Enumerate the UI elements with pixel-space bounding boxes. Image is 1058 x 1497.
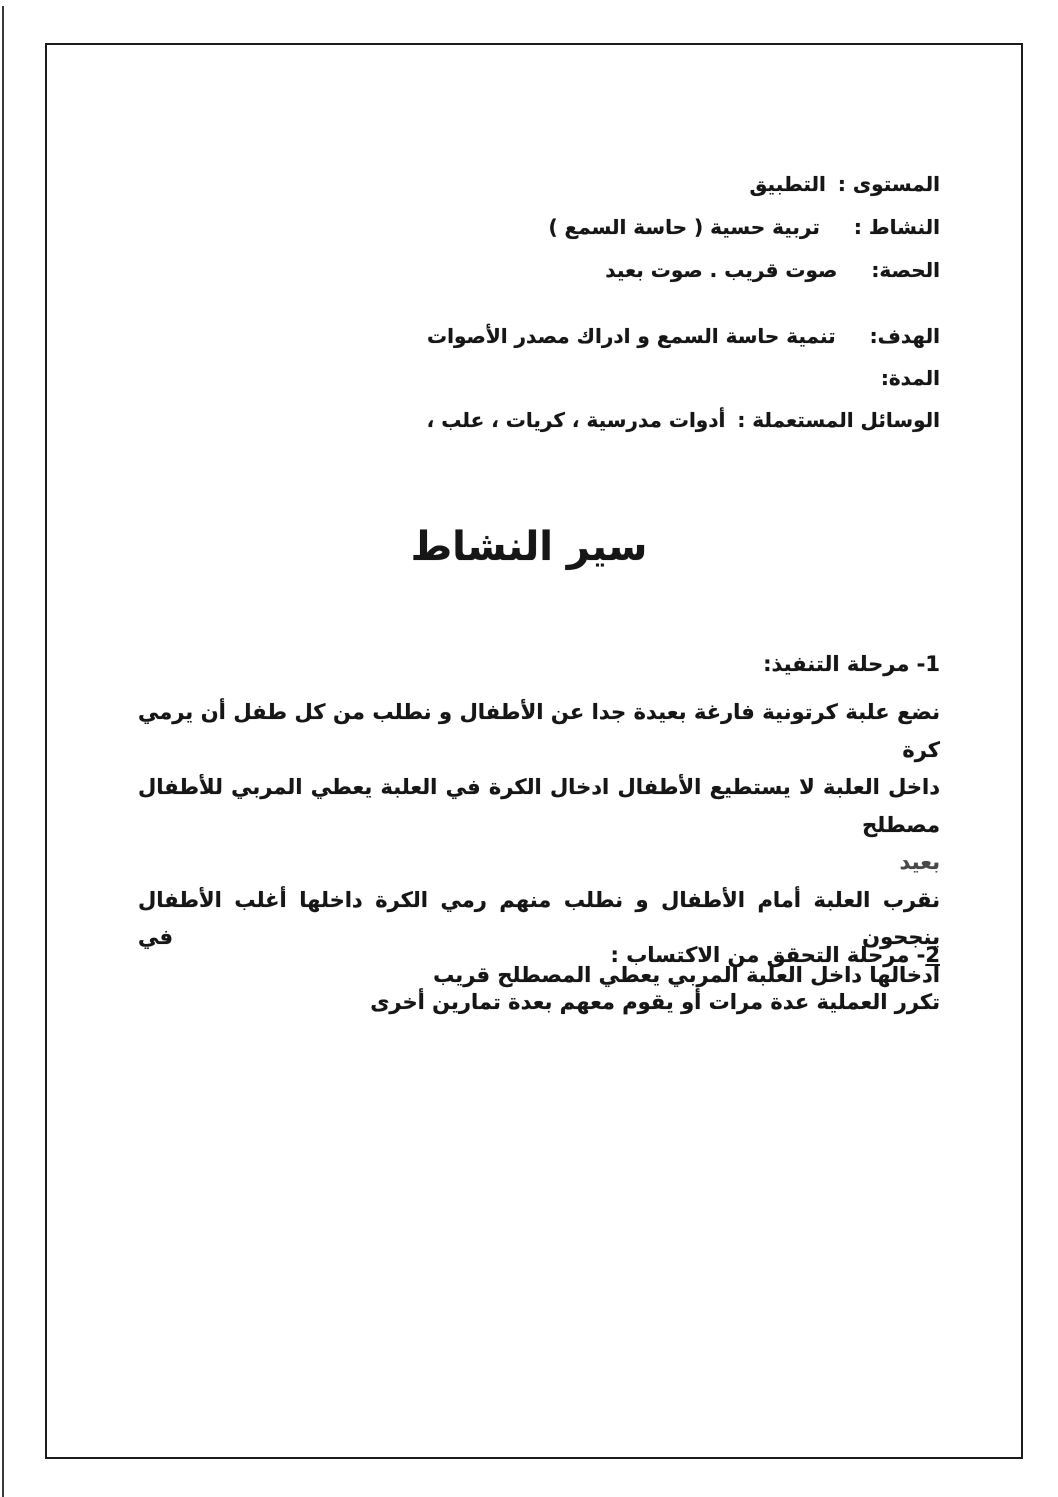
- paragraph-line: ادخالها داخل العلبة المربي يعطي المصطلح قريب: [433, 962, 940, 987]
- field-materials: [427, 399, 940, 441]
- info-fields-block: [427, 315, 940, 441]
- scan-edge-line: [2, 6, 4, 1497]
- field-session-value: صوت قريب . صوت بعيد: [605, 258, 838, 282]
- field-duration-label: المدة:: [880, 366, 940, 390]
- field-level-value: التطبيق: [749, 172, 826, 196]
- field-duration: [427, 357, 940, 399]
- section-2-paragraph: [138, 984, 940, 1022]
- field-activity-value: تربية حسية ( حاسة السمع ): [548, 215, 820, 239]
- field-level: [548, 163, 940, 206]
- field-goal-value: تنمية حاسة السمع و ادراك مصدر الأصوات: [427, 324, 836, 348]
- field-level-label: المستوى :: [837, 172, 940, 196]
- field-materials-label: الوسائل المستعملة :: [737, 408, 940, 432]
- section-2-number: 2: [925, 943, 940, 967]
- field-goal: [427, 315, 940, 357]
- field-session: [548, 249, 940, 292]
- section-2-heading: [610, 943, 940, 967]
- header-fields-block: [548, 163, 940, 292]
- paragraph-line: نضع علبة كرتونية فارغة بعيدة جدا عن الأطفال و نطلب من كل طفل أن يرمي كرة: [138, 700, 940, 762]
- paragraph-line: تكرر العملية عدة مرات أو يقوم معهم بعدة تمارين أخرى: [370, 990, 940, 1014]
- section-1-number: 1: [925, 652, 940, 676]
- field-materials-value: أدوات مدرسية ، كريات ، علب ،: [426, 408, 726, 432]
- paragraph-line: نقرب العلبة أمام الأطفال و نطلب منهم رمي الكرة داخلها أغلب الأطفال ينجحون في: [138, 887, 940, 949]
- field-activity: [548, 206, 940, 249]
- page-title: سير النشاط: [410, 524, 648, 570]
- section-2-title: - مرحلة التحقق من الاكتساب :: [610, 943, 926, 967]
- section-1-title: - مرحلة التنفيذ:: [763, 652, 926, 676]
- field-session-label: الحصة:: [871, 258, 940, 282]
- paragraph-line: داخل العلبة لا يستطيع الأطفال ادخال الكرة في العلبة يعطي المربي للأطفال مصطلح: [138, 775, 940, 837]
- section-1-heading: [763, 652, 940, 676]
- field-activity-label: النشاط :: [853, 215, 940, 239]
- paragraph-line: بعيد: [899, 850, 940, 874]
- field-goal-label: الهدف:: [869, 324, 940, 348]
